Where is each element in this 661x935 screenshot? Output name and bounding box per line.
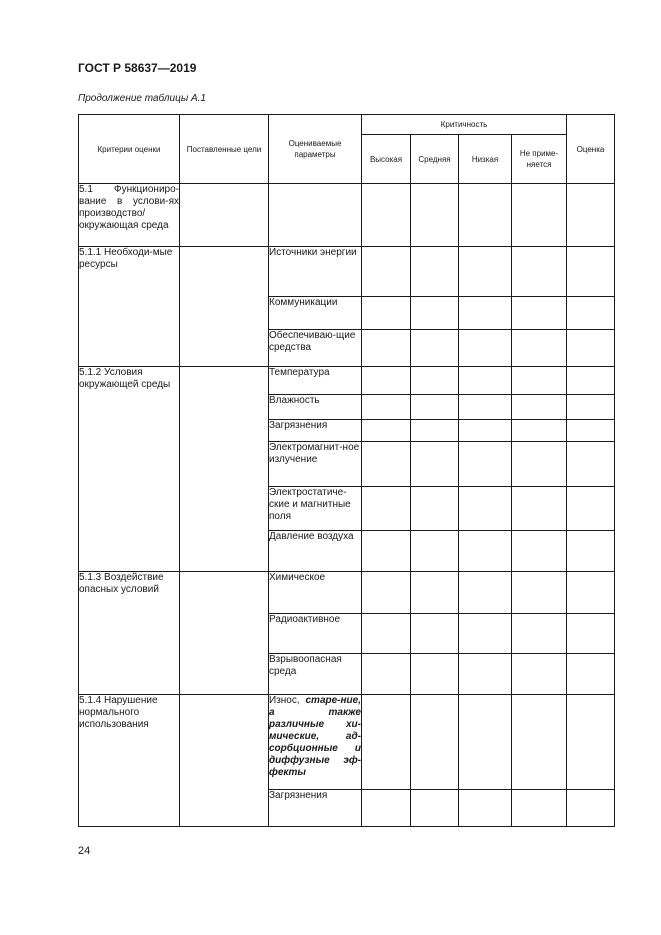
table-row [79,695,615,790]
header-rating: Оценка [567,115,615,184]
header-goals: Поставленные цели [180,115,269,184]
parameter-text: Износ, [269,695,300,706]
criterion-cell: 5.1.4 Нарушение нормального использования [79,695,180,827]
page-number: 24 [78,845,91,857]
header-not-applicable: Не приме-няется [512,135,567,184]
assessment-table [78,114,615,827]
document-code: ГОСТ Р 58637—2019 [78,61,197,75]
parameter-cell: Загрязнения [269,420,362,442]
table-row [79,184,615,247]
criterion-cell: 5.1.3 Воздействие опасных условий [79,572,180,695]
parameter-cell: Температура [269,367,362,395]
header-criteria: Критерии оценки [79,115,180,184]
parameter-cell: Загрязнения [269,790,362,827]
criterion-cell: 5.1 Функциониро-вание в услови-ях производство/окружающая среда [79,184,180,247]
parameter-cell: Давление воздуха [269,531,362,572]
table-row [79,247,615,297]
table-row [79,572,615,614]
table-row [79,367,615,395]
parameter-cell: Электромагнит-ное излучение [269,442,362,487]
parameter-cell: Взрывоопасная среда [269,654,362,695]
parameter-cell: Коммуникации [269,297,362,330]
parameter-cell: Обеспечиваю-щие средства [269,330,362,367]
parameter-cell: Электростатиче-ские и магнитные поля [269,487,362,531]
parameter-cell: Химическое [269,572,362,614]
parameter-cell: Источники энергии [269,247,362,297]
criterion-cell: 5.1.2 Условия окружающей среды [79,367,180,572]
header-low: Низкая [459,135,512,184]
header-medium: Средняя [411,135,459,184]
parameter-cell [269,695,362,790]
parameter-cell: Влажность [269,395,362,420]
header-criticality: Критичность [362,115,567,135]
parameter-emphasis: старе-ние, а также различные хи-мические, ад-сорбционные и диффузные эф-фекты [269,695,361,778]
criterion-cell: 5.1.1 Необходи-мые ресурсы [79,247,180,367]
table-caption: Продолжение таблицы А.1 [78,93,206,104]
header-params: Оцениваемые параметры [269,115,362,184]
parameter-cell: Радиоактивное [269,614,362,654]
header-high: Высокая [362,135,411,184]
